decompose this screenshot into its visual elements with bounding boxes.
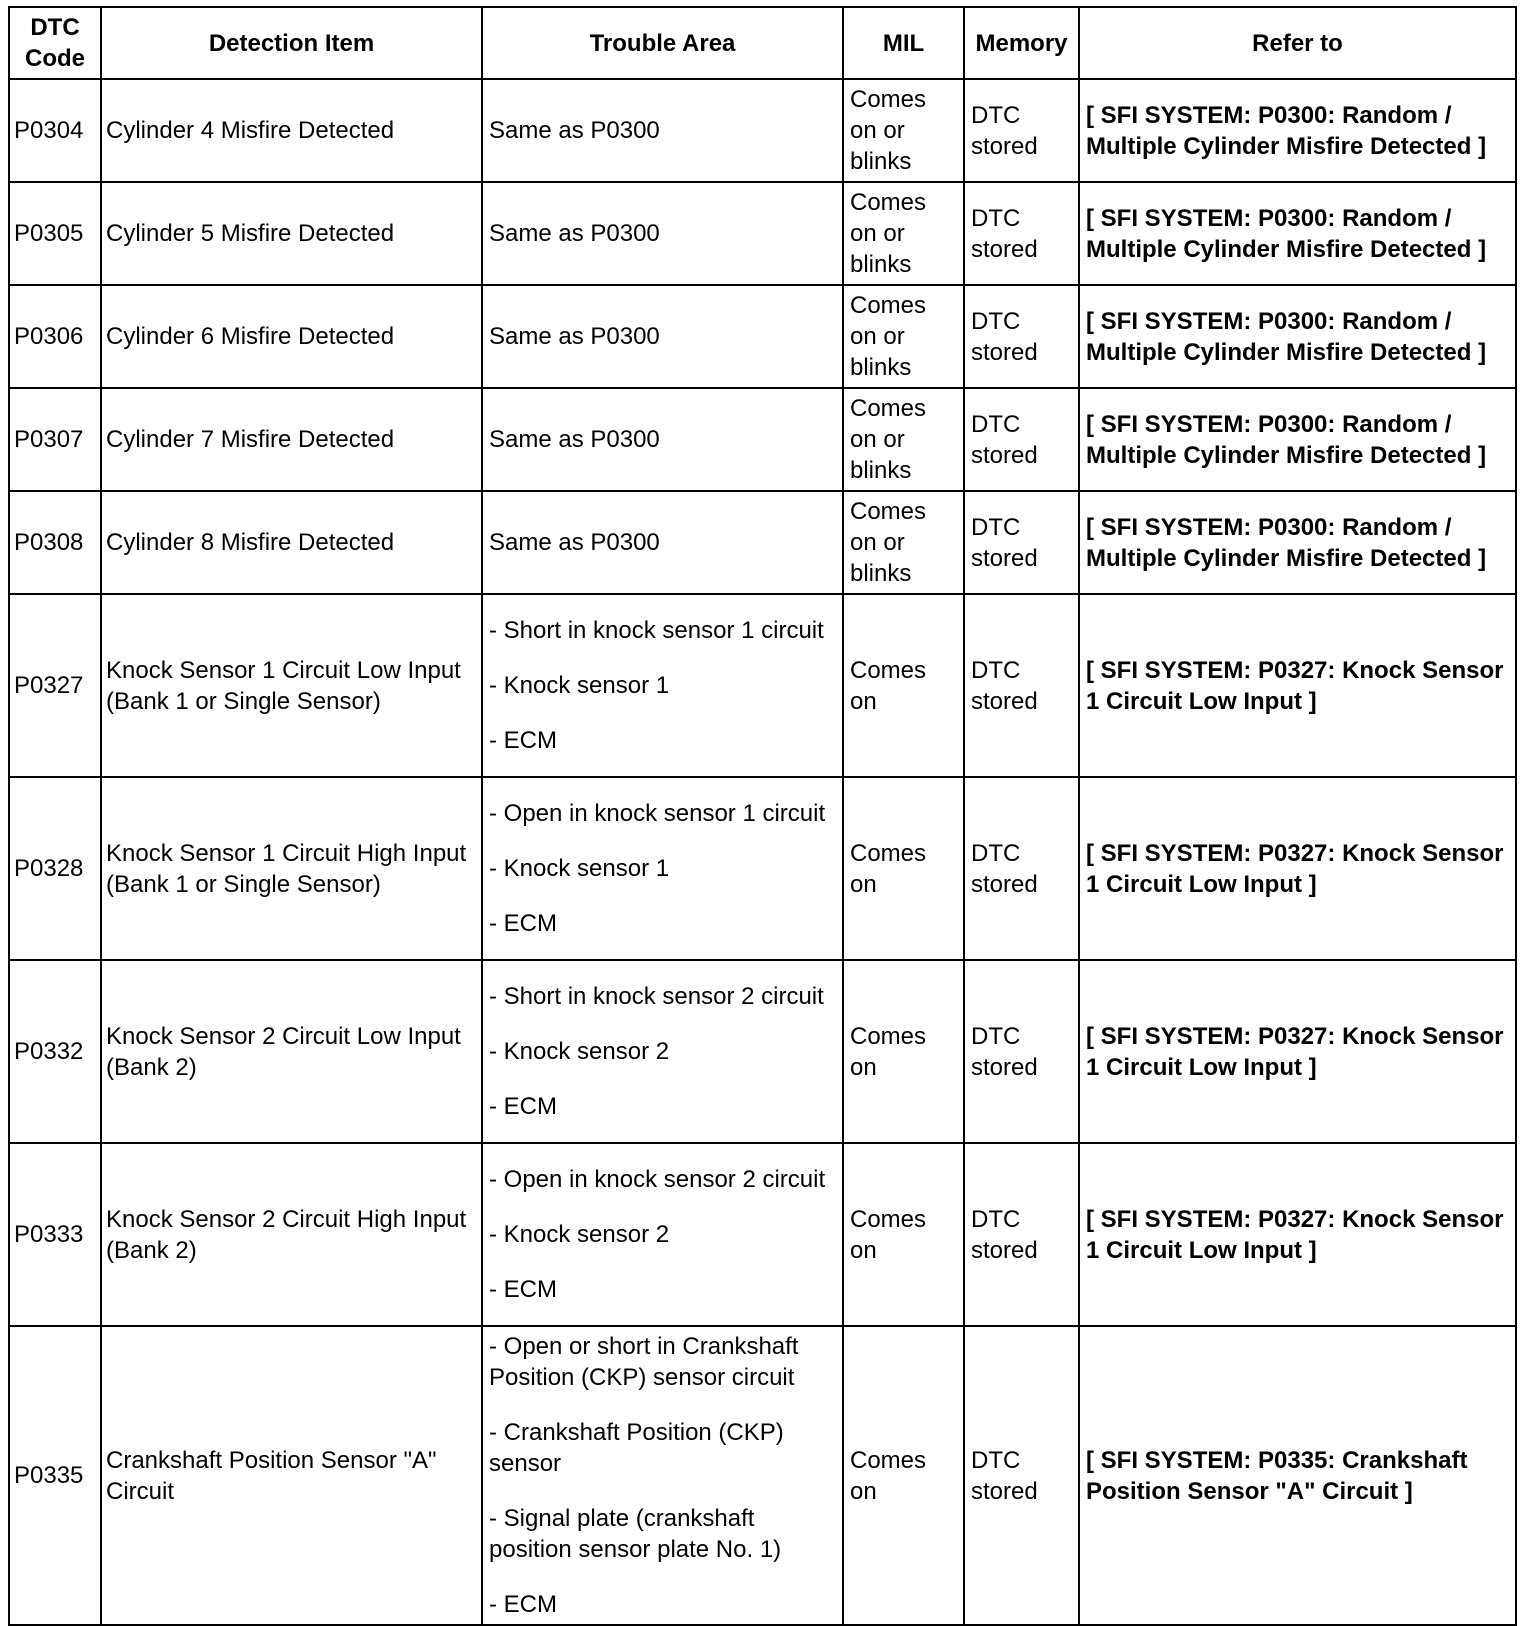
trouble-area-line: - Short in knock sensor 1 circuit	[489, 617, 824, 644]
trouble-area-line: - Signal plate (crankshaft position sensor plate No. 1)	[489, 1505, 782, 1563]
dtc-code-cell: P0305	[9, 182, 101, 285]
detection-item-cell: Knock Sensor 2 Circuit Low Input (Bank 2)	[101, 960, 482, 1143]
refer-to-cell: [ SFI SYSTEM: P0327: Knock Sensor 1 Circuit Low Input ]	[1079, 594, 1516, 777]
mil-cell: Comes on	[843, 960, 964, 1143]
trouble-area-line: - ECM	[489, 727, 557, 754]
refer-to-cell: [ SFI SYSTEM: P0327: Knock Sensor 1 Circuit Low Input ]	[1079, 777, 1516, 960]
trouble-area-line: - Crankshaft Position (CKP) sensor	[489, 1419, 784, 1477]
mil-cell: Comes on or blinks	[843, 491, 964, 594]
trouble-area-line: - ECM	[489, 1276, 557, 1303]
detection-item-cell: Knock Sensor 2 Circuit High Input (Bank 2)	[101, 1143, 482, 1326]
mil-cell: Comes on	[843, 777, 964, 960]
trouble-area-cell	[482, 1326, 843, 1625]
header-row	[9, 7, 1516, 79]
dtc-code-cell: P0327	[9, 594, 101, 777]
refer-to-cell: [ SFI SYSTEM: P0300: Random / Multiple Cylinder Misfire Detected ]	[1079, 388, 1516, 491]
table-row	[9, 777, 1516, 960]
header-mil: MIL	[843, 7, 964, 79]
mil-cell: Comes on or blinks	[843, 182, 964, 285]
dtc-table	[8, 6, 1517, 1626]
refer-to-cell: [ SFI SYSTEM: P0300: Random / Multiple Cylinder Misfire Detected ]	[1079, 285, 1516, 388]
memory-cell: DTC stored	[964, 491, 1079, 594]
table-row	[9, 79, 1516, 182]
memory-cell: DTC stored	[964, 594, 1079, 777]
dtc-code-cell: P0328	[9, 777, 101, 960]
table-body	[9, 79, 1516, 1625]
mil-cell: Comes on	[843, 1143, 964, 1326]
mil-cell: Comes on or blinks	[843, 388, 964, 491]
trouble-area-line: - Open or short in Crankshaft Position (CKP) sensor circuit	[489, 1333, 799, 1391]
refer-to-cell: [ SFI SYSTEM: P0335: Crankshaft Position Sensor "A" Circuit ]	[1079, 1326, 1516, 1625]
detection-item-cell: Cylinder 8 Misfire Detected	[101, 491, 482, 594]
trouble-area-cell	[482, 1143, 843, 1326]
table-row	[9, 594, 1516, 777]
trouble-area-cell	[482, 960, 843, 1143]
trouble-area-line: Same as P0300	[489, 117, 660, 144]
refer-to-cell: [ SFI SYSTEM: P0300: Random / Multiple Cylinder Misfire Detected ]	[1079, 182, 1516, 285]
memory-cell: DTC stored	[964, 285, 1079, 388]
table-row	[9, 960, 1516, 1143]
dtc-code-cell: P0307	[9, 388, 101, 491]
memory-cell: DTC stored	[964, 960, 1079, 1143]
mil-cell: Comes on or blinks	[843, 285, 964, 388]
refer-to-cell: [ SFI SYSTEM: P0327: Knock Sensor 1 Circuit Low Input ]	[1079, 960, 1516, 1143]
detection-item-cell: Cylinder 4 Misfire Detected	[101, 79, 482, 182]
table-row	[9, 491, 1516, 594]
table-row	[9, 388, 1516, 491]
trouble-area-cell	[482, 777, 843, 960]
detection-item-cell: Cylinder 7 Misfire Detected	[101, 388, 482, 491]
trouble-area-line: Same as P0300	[489, 220, 660, 247]
trouble-area-cell	[482, 491, 843, 594]
header-memory: Memory	[964, 7, 1079, 79]
dtc-code-cell: P0308	[9, 491, 101, 594]
dtc-code-cell: P0332	[9, 960, 101, 1143]
table-row	[9, 182, 1516, 285]
trouble-area-cell	[482, 285, 843, 388]
trouble-area-line: - Knock sensor 2	[489, 1038, 670, 1065]
memory-cell: DTC stored	[964, 777, 1079, 960]
refer-to-cell: [ SFI SYSTEM: P0300: Random / Multiple Cylinder Misfire Detected ]	[1079, 79, 1516, 182]
trouble-area-line: - Short in knock sensor 2 circuit	[489, 983, 824, 1010]
detection-item-cell: Cylinder 5 Misfire Detected	[101, 182, 482, 285]
trouble-area-line: - Knock sensor 2	[489, 1221, 670, 1248]
memory-cell: DTC stored	[964, 1143, 1079, 1326]
dtc-code-cell: P0335	[9, 1326, 101, 1625]
trouble-area-cell	[482, 79, 843, 182]
mil-cell: Comes on	[843, 594, 964, 777]
trouble-area-cell	[482, 182, 843, 285]
trouble-area-line: - Knock sensor 1	[489, 855, 670, 882]
table-row	[9, 285, 1516, 388]
trouble-area-line: Same as P0300	[489, 323, 660, 350]
trouble-area-line: - ECM	[489, 910, 557, 937]
trouble-area-cell	[482, 388, 843, 491]
trouble-area-line: - Open in knock sensor 1 circuit	[489, 800, 826, 827]
trouble-area-line: - ECM	[489, 1093, 557, 1120]
header-detection-item: Detection Item	[101, 7, 482, 79]
detection-item-cell: Knock Sensor 1 Circuit Low Input (Bank 1 or Single Sensor)	[101, 594, 482, 777]
trouble-area-line: Same as P0300	[489, 529, 660, 556]
detection-item-cell: Cylinder 6 Misfire Detected	[101, 285, 482, 388]
header-refer-to: Refer to	[1079, 7, 1516, 79]
dtc-code-cell: P0304	[9, 79, 101, 182]
dtc-code-cell: P0333	[9, 1143, 101, 1326]
trouble-area-line: Same as P0300	[489, 426, 660, 453]
dtc-code-cell: P0306	[9, 285, 101, 388]
detection-item-cell: Crankshaft Position Sensor "A" Circuit	[101, 1326, 482, 1625]
refer-to-cell: [ SFI SYSTEM: P0300: Random / Multiple Cylinder Misfire Detected ]	[1079, 491, 1516, 594]
table-row	[9, 1326, 1516, 1625]
mil-cell: Comes on or blinks	[843, 79, 964, 182]
trouble-area-line: - Knock sensor 1	[489, 672, 670, 699]
detection-item-cell: Knock Sensor 1 Circuit High Input (Bank 1 or Single Sensor)	[101, 777, 482, 960]
trouble-area-line: - ECM	[489, 1591, 557, 1618]
trouble-area-line: - Open in knock sensor 2 circuit	[489, 1166, 826, 1193]
mil-cell: Comes on	[843, 1326, 964, 1625]
header-trouble-area: Trouble Area	[482, 7, 843, 79]
header-dtc-code: DTC Code	[9, 7, 101, 79]
table-row	[9, 1143, 1516, 1326]
memory-cell: DTC stored	[964, 182, 1079, 285]
memory-cell: DTC stored	[964, 1326, 1079, 1625]
memory-cell: DTC stored	[964, 388, 1079, 491]
trouble-area-cell	[482, 594, 843, 777]
memory-cell: DTC stored	[964, 79, 1079, 182]
refer-to-cell: [ SFI SYSTEM: P0327: Knock Sensor 1 Circuit Low Input ]	[1079, 1143, 1516, 1326]
